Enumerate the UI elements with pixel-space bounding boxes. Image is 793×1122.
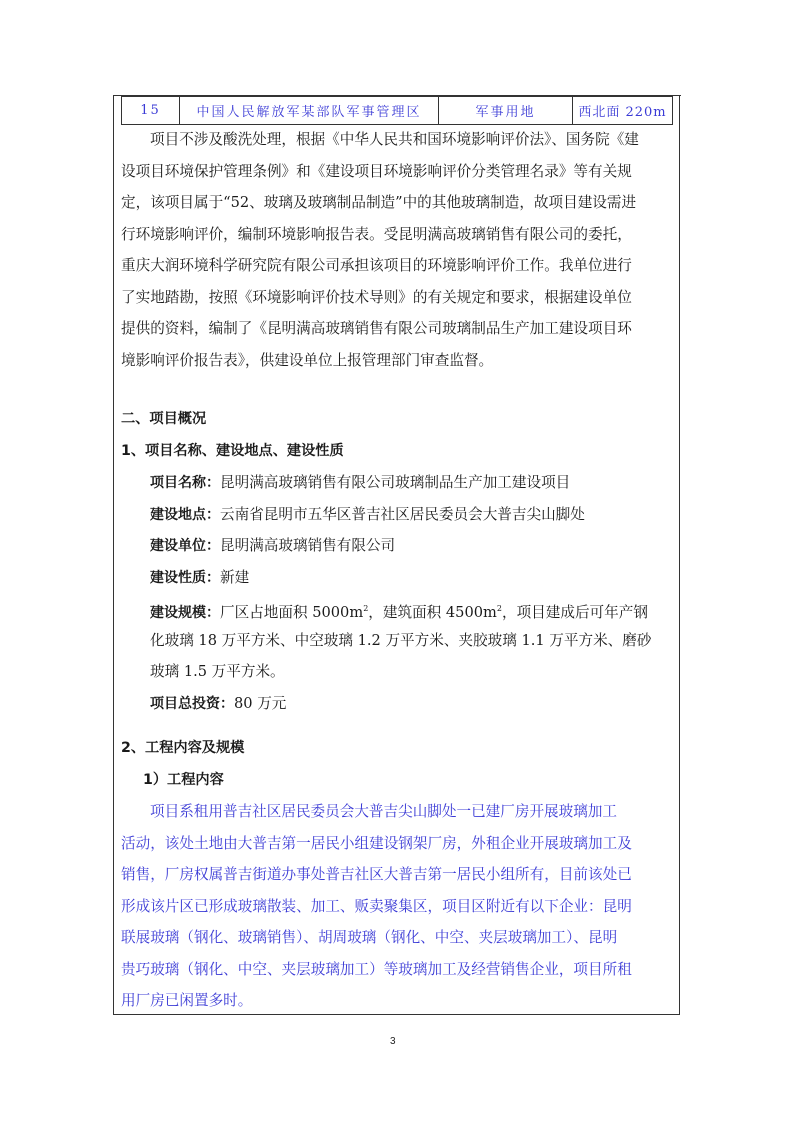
field-scale (121, 593, 673, 625)
intro-line: 境影响评价报告表》，供建设单位上报管理部门审查监督。 (121, 351, 494, 369)
field-scale-cont: 玻璃 1.5 万平方米。 (150, 663, 285, 680)
intro-line: 定，该项目属于“52、玻璃及玻璃制品制造”中的其他玻璃制造，故项目建设需进 (121, 194, 637, 211)
field-label: 建设规模： (150, 604, 220, 621)
field-value: 新建 (220, 568, 250, 586)
spacer (121, 376, 673, 404)
field-label: 建设单位： (150, 538, 220, 554)
field-value: 80 万元 (234, 694, 287, 712)
cell-no: 15 (122, 97, 180, 125)
item-heading: 1）工程内容 (143, 771, 224, 788)
field-label: 建设性质： (150, 569, 220, 586)
field-label: 项目总投资： (150, 695, 234, 712)
field-scale-cont: 化玻璃 18 万平方米、中空玻璃 1.2 万平方米、夹胶玻璃 1.1 万平方米、磨砂 (150, 631, 652, 649)
field-investment (121, 688, 673, 720)
content-line: 项目系租用普吉社区居民委员会大普吉尖山脚处一已建厂房开展玻璃加工 (150, 803, 618, 820)
field-value: ，项目建成后可年产钢 (501, 603, 648, 621)
cell-type: 军事用地 (439, 97, 573, 125)
field-label: 建设地点： (150, 506, 220, 523)
content-line: 销售，厂房权属普吉街道办事处普吉社区大普吉第一居民小组所有，目前该处已 (121, 866, 632, 883)
intro-line: 重庆大润环境科学研究院有限公司承担该项目的环境影响评价工作。我单位进行 (121, 257, 632, 274)
spacer (121, 719, 673, 733)
field-nature (121, 562, 673, 594)
field-value: 厂区占地面积 5000m (220, 603, 364, 621)
field-unit (121, 530, 673, 562)
field-value: ，建筑面积 4500m (368, 603, 497, 621)
subsection-heading: 2、工程内容及规模 (121, 740, 245, 756)
field-label: 项目名称： (150, 475, 220, 491)
cell-name: 中国人民解放军某部队军事管理区 (180, 97, 439, 125)
intro-line: 提供的资料，编制了《昆明满高玻璃销售有限公司玻璃制品生产加工建设项目环 (121, 320, 632, 337)
field-value: 昆明满高玻璃销售有限公司玻璃制品生产加工建设项目 (220, 474, 571, 491)
field-project-name (121, 467, 673, 499)
intro-line: 项目不涉及酸洗处理，根据《中华人民共和国环境影响评价法》、国务院《建 (150, 131, 639, 148)
section-heading: 二、项目概况 (121, 411, 207, 427)
page-number: 3 (390, 1036, 396, 1047)
superscript: 2 (363, 604, 369, 613)
intro-line: 了实地踏勘，按照《环境影响评价技术导则》的有关规定和要求，根据建设单位 (121, 288, 632, 306)
document-content (121, 124, 673, 1017)
table-row (122, 97, 673, 125)
content-line: 形成该片区已形成玻璃散装、加工、贩卖聚集区，项目区附近有以下企业：昆明 (121, 897, 632, 915)
subsection-heading: 1、项目名称、建设地点、建设性质 (121, 442, 344, 459)
land-use-table (121, 96, 673, 125)
field-value: 云南省昆明市五华区普吉社区居民委员会大普吉尖山脚处 (220, 505, 585, 523)
content-line: 用厂房已闲置多时。 (121, 992, 253, 1009)
content-line: 联展玻璃（钢化、玻璃销售）、胡周玻璃（钢化、中空、夹层玻璃加工）、昆明 (121, 929, 618, 946)
field-location (121, 499, 673, 531)
content-line: 贵巧玻璃（钢化、中空、夹层玻璃加工）等玻璃加工及经营销售企业，项目所租 (121, 960, 632, 978)
intro-line: 设项目环境保护管理条例》和《建设项目环境影响评价分类管理名录》等有关规 (121, 162, 632, 180)
superscript: 2 (496, 604, 502, 613)
field-value: 昆明满高玻璃销售有限公司 (220, 537, 396, 554)
cell-direction: 西北面 220m (573, 97, 673, 125)
intro-line: 行环境影响评价，编制环境影响报告表。受昆明满高玻璃销售有限公司的委托， (121, 225, 632, 243)
content-line: 活动，该处土地由大普吉第一居民小组建设钢架厂房，外租企业开展玻璃加工及 (121, 834, 632, 852)
